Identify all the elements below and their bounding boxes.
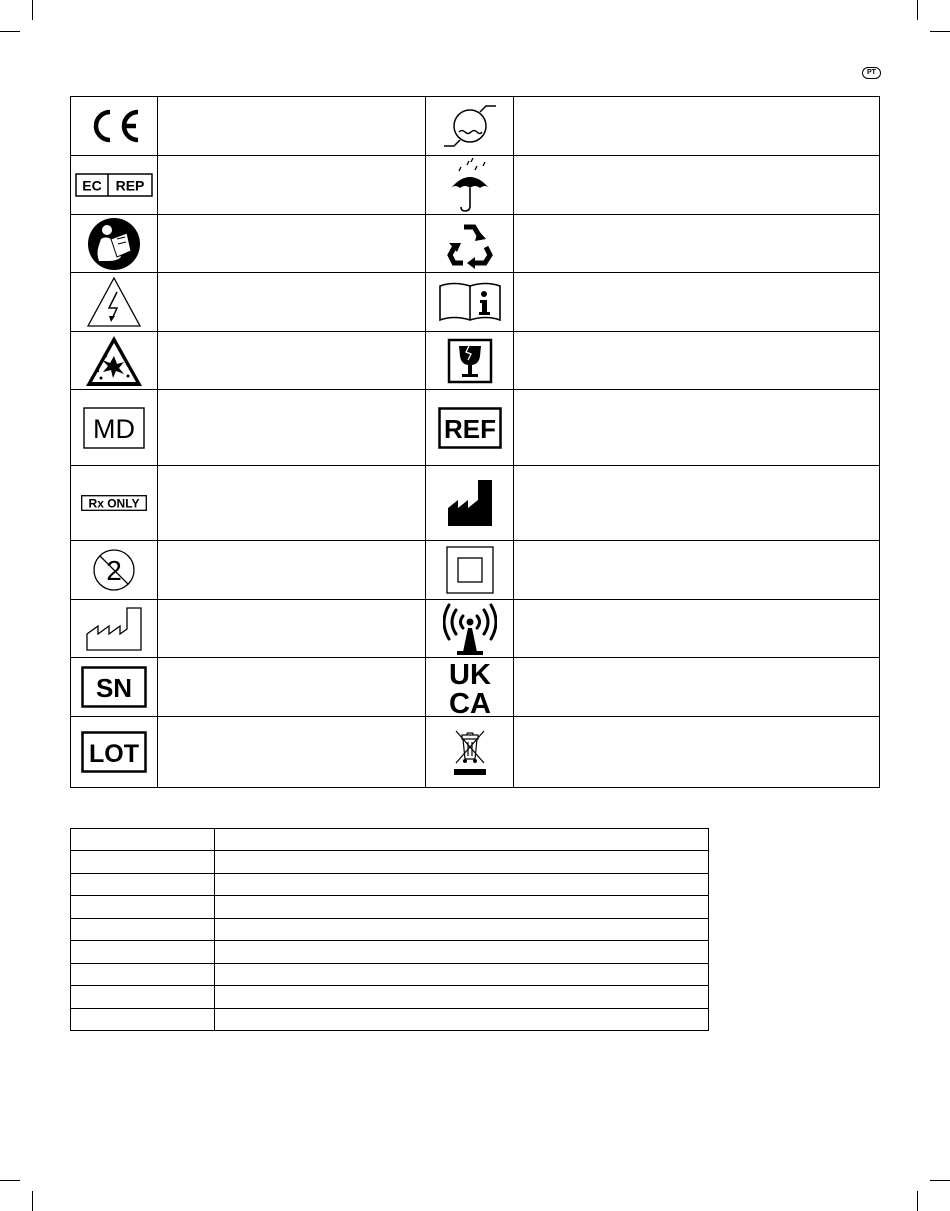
explosion-warning-icon [71, 332, 158, 390]
symbol-row [71, 658, 880, 717]
spec-value [215, 1008, 709, 1031]
ukca-label-bottom: CA [448, 688, 491, 715]
non-ionizing-radiation-icon [426, 600, 514, 658]
medical-device-icon [71, 390, 158, 466]
spec-key [71, 873, 215, 895]
spec-key [71, 941, 215, 963]
crop-mark [930, 31, 950, 32]
ce-mark-icon [71, 97, 158, 156]
table-row [71, 941, 709, 963]
symbol-row [71, 466, 880, 541]
symbol-description [514, 97, 880, 156]
ukca-label-top: UK [448, 659, 491, 691]
symbol-row [71, 390, 880, 466]
keep-dry-umbrella-icon [426, 156, 514, 215]
spec-key [71, 829, 215, 851]
spec-key [71, 963, 215, 985]
humidity-limit-icon [426, 97, 514, 156]
crop-mark [32, 1191, 33, 1211]
spec-value [215, 986, 709, 1008]
spec-value [215, 873, 709, 895]
spec-value [215, 851, 709, 873]
symbol-description [158, 332, 426, 390]
symbol-description [158, 541, 426, 600]
symbol-row [71, 541, 880, 600]
crop-mark [0, 1180, 20, 1181]
weee-disposal-icon [426, 717, 514, 788]
rx-only-icon [71, 466, 158, 541]
symbol-row [71, 273, 880, 332]
manufacturer-icon [426, 466, 514, 541]
crop-mark [32, 0, 33, 20]
symbol-description [158, 97, 426, 156]
table-row [71, 851, 709, 873]
consult-instructions-info-icon [426, 273, 514, 332]
symbol-description [514, 658, 880, 717]
lot-label: LOT [89, 740, 139, 768]
symbol-row [71, 215, 880, 273]
rep-label: REP [115, 177, 145, 194]
symbol-description [158, 466, 426, 541]
table-row [71, 829, 709, 851]
symbol-description [514, 390, 880, 466]
table-row [71, 1008, 709, 1031]
ukca-mark-icon [426, 658, 514, 717]
ref-label: REF [443, 413, 496, 444]
crop-mark [917, 1191, 918, 1211]
symbol-description [514, 156, 880, 215]
reference-number-icon [426, 390, 514, 466]
language-badge: PT [862, 67, 881, 79]
symbol-row [71, 156, 880, 215]
date-of-manufacture-icon [71, 600, 158, 658]
symbol-description [514, 273, 880, 332]
ec-rep-icon [71, 156, 158, 215]
symbol-row [71, 97, 880, 156]
md-label: MD [93, 413, 135, 444]
symbol-row [71, 332, 880, 390]
table-row [71, 963, 709, 985]
symbol-description [514, 215, 880, 273]
symbols-table [70, 96, 880, 788]
crop-mark [930, 1180, 950, 1181]
sn-label: SN [95, 673, 133, 703]
recycle-icon [426, 215, 514, 273]
spec-key [71, 1008, 215, 1031]
table-row [71, 873, 709, 895]
spec-value [215, 918, 709, 940]
spec-key [71, 896, 215, 918]
crop-mark [917, 0, 918, 20]
electric-shock-warning-icon [71, 273, 158, 332]
ec-label: EC [82, 177, 102, 194]
symbol-description [514, 466, 880, 541]
spec-key [71, 986, 215, 1008]
symbol-description [158, 156, 426, 215]
spec-key [71, 851, 215, 873]
symbol-row [71, 600, 880, 658]
table-row [71, 918, 709, 940]
table-row [71, 986, 709, 1008]
symbol-description [158, 717, 426, 788]
fragile-glass-icon [426, 332, 514, 390]
symbol-description [514, 332, 880, 390]
rx-only-label: Rx ONLY [88, 496, 140, 511]
symbol-description [514, 541, 880, 600]
symbol-description [158, 273, 426, 332]
do-not-reuse-label: 2 [106, 555, 122, 586]
specifications-table [70, 828, 709, 1031]
symbol-description [158, 600, 426, 658]
spec-value [215, 941, 709, 963]
spec-key [71, 918, 215, 940]
serial-number-icon [71, 658, 158, 717]
symbol-description [514, 717, 880, 788]
symbol-description [158, 658, 426, 717]
crop-mark [0, 31, 20, 32]
spec-value [215, 963, 709, 985]
symbol-description [158, 215, 426, 273]
symbol-description [158, 390, 426, 466]
class-ii-equipment-icon [426, 541, 514, 600]
table-row [71, 896, 709, 918]
symbol-description [514, 600, 880, 658]
do-not-reuse-icon [71, 541, 158, 600]
spec-value [215, 829, 709, 851]
lot-number-icon [71, 717, 158, 788]
read-manual-icon [71, 215, 158, 273]
symbol-row [71, 717, 880, 788]
spec-value [215, 896, 709, 918]
